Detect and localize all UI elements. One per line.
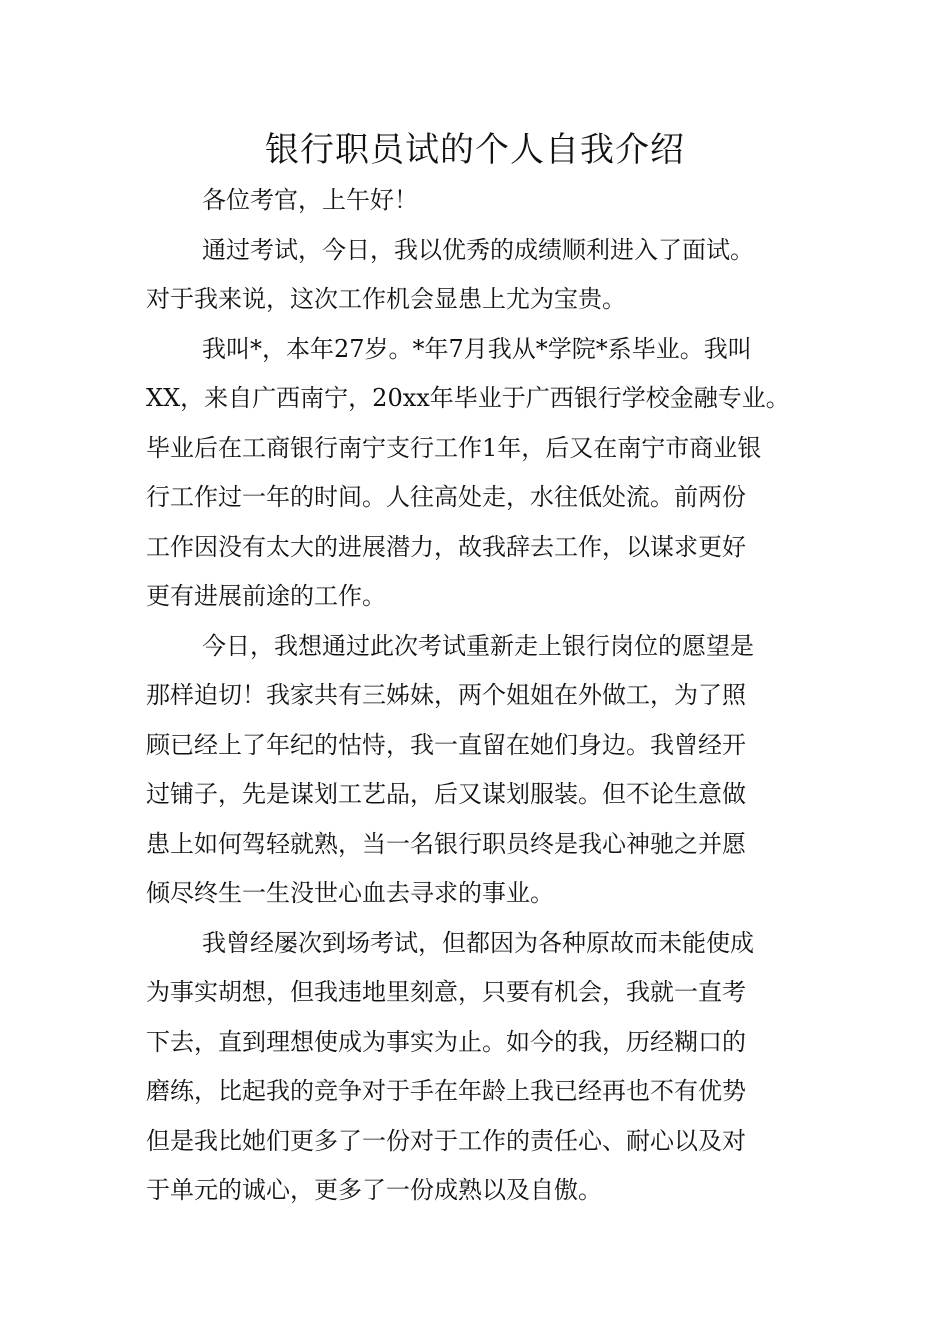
paragraph-background [146, 325, 826, 622]
text-line: 对于我来说，这次工作机会显患上尤为宝贵。 [146, 285, 626, 313]
text-line: 过铺子，先是谋划工艺品，后又谋划服装。但不论生意做 [146, 780, 746, 808]
text-line: 我叫*，本年27岁。*年7月我从*学院*系毕业。我叫 [202, 334, 752, 363]
text-line: 患上如何驾轻就熟，当一名银行职员终是我心神驰之并愿 [146, 829, 746, 858]
paragraph-persistence [146, 919, 826, 1216]
text-line: 磨练，比起我的竞争对于手在年龄上我已经再也不有优势 [146, 1077, 746, 1105]
text-line: 为事实胡想，但我违地里刻意，只要有机会，我就一直考 [146, 978, 746, 1006]
text-line: 下去，直到理想使成为事实为止。如今的我，历经糊口的 [146, 1027, 746, 1056]
text-line: 工作因没有太大的进展潜力，故我辞去工作，以谋求更好 [146, 532, 746, 561]
text-line: 于单元的诚心，更多了一份成熟以及自傲。 [146, 1176, 602, 1204]
text-line: 各位考官，上午好！ [202, 186, 418, 214]
text-line: XX，来自广西南宁，20xx年毕业于广西银行学校金融专业。 [146, 384, 790, 412]
paragraph-interview [146, 226, 826, 325]
paragraph-greeting [146, 176, 826, 226]
text-line: 更有进展前途的工作。 [146, 582, 386, 610]
text-line: 毕业后在工商银行南宁支行工作1年，后又在南宁市商业银 [146, 433, 762, 462]
text-line: 顾已经上了年纪的怙恃，我一直留在她们身边。我曾经开 [146, 730, 746, 759]
text-line: 倾尽终生一生没世心血去寻求的事业。 [146, 879, 554, 907]
text-line: 我曾经屡次到场考试，但都因为各种原故而未能使成 [202, 928, 754, 957]
paragraph-motivation [146, 622, 826, 919]
text-line: 行工作过一年的时间。人往高处走，水往低处流。前两份 [146, 483, 746, 511]
text-line: 今日，我想通过此次考试重新走上银行岗位的愿望是 [202, 631, 754, 660]
text-line: 那样迫切！我家共有三姊妹，两个姐姐在外做工，为了照 [146, 681, 746, 709]
text-line: 但是我比她们更多了一份对于工作的责任心、耐心以及对 [146, 1126, 746, 1155]
document-body [146, 176, 826, 1216]
text-line: 通过考试，今日，我以优秀的成绩顺利进入了面试。 [202, 235, 754, 264]
document-title: 银行职员试的个人自我介绍 [265, 130, 685, 170]
